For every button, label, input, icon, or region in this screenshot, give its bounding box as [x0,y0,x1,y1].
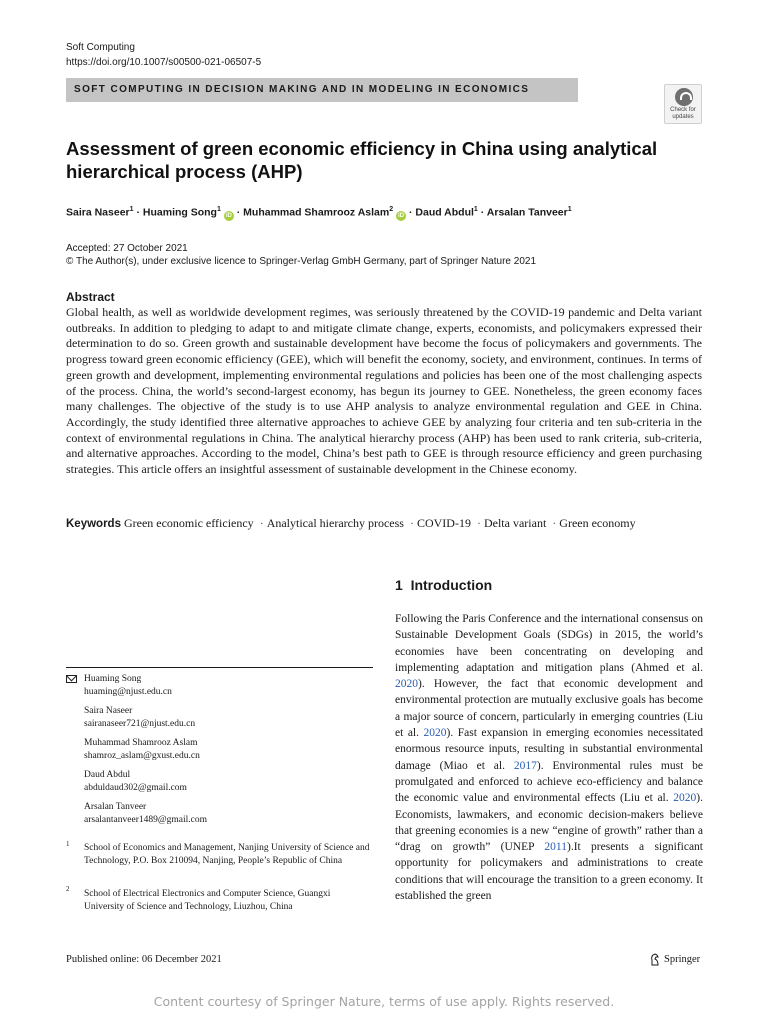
author-affiliation: 1 [567,206,572,213]
doi-link[interactable]: https://doi.org/10.1007/s00500-021-06507-5 [66,57,262,68]
contact-entry [84,673,374,698]
keyword: Analytical hierarchy process [266,516,404,530]
keyword: COVID-19 [416,516,471,530]
affiliation-number: 1 [66,840,70,848]
intro-text: Following the Paris Conference and the international consensus on Sustainable Development Goals (SDGs) in 2015, the world’s economies have been concentrating on developing and implementing adaptation and mitigation plans (Ahmed et al. [395,613,703,674]
contact-name: Muhammad Shamrooz Aslam [84,738,198,748]
springer-horse-icon [649,953,661,966]
author-separator: · [480,206,485,219]
author-name[interactable]: Daud Abdul [415,206,474,219]
author-affiliation: 1 [216,206,221,213]
author-separator: · [136,206,140,219]
citation-link[interactable]: 2020 [673,792,697,805]
orcid-icon[interactable]: iD [398,212,405,219]
article-title: Assessment of green economic efficiency in China using analytical hierarchical process (AHP) [66,138,658,182]
author-affiliation: 2 [389,206,394,213]
contact-name: Saira Naseer [84,706,133,716]
author-separator: · [408,206,413,219]
keyword-separator: · [476,516,481,530]
author-name[interactable]: Huaming Song [142,206,217,219]
affiliation-text: School of Economics and Management, Nanjing University of Science and Technology, P.O. Box 210094, Nanjing, People’s Republic of China [84,843,370,866]
section-title: Introduction [410,577,493,593]
abstract-text: Global health, as well as worldwide development regimes, was seriously threatened by the COVID-19 pandemic and Delta variant outbreaks. In addition to pledging to adapt to and mitigate climate change, experts, economists, and policymakers expressed their determination to do so. Green growth and sustainable development have become the focus of policymakers and governments. The progress toward green economic efficiency (GEE), which will benefit the economy, society, and environment, continues. In terms of green growth and development, implementing environmental regulations and policies has been one of the most challenging aspects of the process. China, the world’s second-largest economy, has begun its journey to GEE. Nonetheless, the green economy faces many challenges. The objective of the study is to use AHP analysis to analyze environmental regulation and GEE in China. Accordingly, the study identified three alternative approaches to achieve GEE by analyzing four criteria and ten sub-criteria in the context of environmental regulations in China. The analytical hierarchy process (AHP) has been used to rank criteria, sub-criteria, and alternative approaches. According to the model, China’s best path to GEE is through resource efficiency and green purchasing strategies. This article offers an insightful assessment of sustainable development in the Chinese economy. [66,305,702,477]
contact-email[interactable]: arsalantanveer1489@gmail.com [84,814,207,825]
citation-link[interactable]: 2017 [513,759,537,772]
contact-email[interactable]: abduldaud302@gmail.com [84,782,187,793]
citation-link[interactable]: 2020 [395,678,418,691]
contact-entry [84,769,374,794]
section-number: 1 [395,577,403,593]
author-affiliation: 1 [473,206,478,213]
contact-entry [84,737,374,762]
affiliation-number: 2 [66,885,70,893]
section-heading-introduction [395,577,492,593]
contact-email[interactable]: shamroz_aslam@gxust.edu.cn [84,750,200,761]
keyword-separator: · [409,516,414,530]
springer-label: Springer [664,954,701,965]
check-updates-line1: Check for [670,107,696,113]
orcid-icon[interactable]: iD [225,212,232,219]
published-date: Published online: 06 December 2021 [66,954,222,965]
crossmark-icon [675,88,693,106]
keyword-separator: · [259,516,264,530]
keyword: Green economy [559,516,636,530]
affiliation-text: School of Electrical Electronics and Computer Science, Guangxi University of Science and Technology, Liuzhou, China [84,889,331,912]
intro-text: ). Fast expansion in emerging economies necessitated enormous resource inputs, resulting in substantial environmental damage (Miao et al. [395,727,704,772]
footnote-divider [66,667,373,668]
intro-text: ). However, the fact that economic development and environmental protection are mutually exclusive goals has become a major source of concern, particularly in emerging countries (Liu et al. [395,678,703,740]
introduction-paragraph [395,611,703,904]
contact-entry [84,705,374,730]
check-updates-line2: updates [672,114,694,120]
check-for-updates-badge[interactable] [664,84,702,124]
topical-collection-banner [66,78,578,102]
author-list [66,203,716,221]
banner-text: SOFT COMPUTING IN DECISION MAKING AND IN MODELING IN ECONOMICS [74,84,530,95]
contact-email[interactable]: sairanaseer721@njust.edu.cn [84,718,196,729]
abstract-heading: Abstract [66,290,115,304]
intro-text: ). Environmental rules must be promulgated and enforced to achieve eco-efficiency and balance the economic value and environmental effects (Liu et al. [395,759,703,805]
keywords-label: Keywords [66,518,121,530]
contact-email[interactable]: huaming@njust.edu.cn [84,686,172,697]
author-name[interactable]: Muhammad Shamrooz Aslam [243,206,390,219]
keyword: Green economic efficiency [123,516,254,530]
journal-name: Soft Computing [66,42,135,53]
courtesy-notice: Content courtesy of Springer Nature, terms of use apply. Rights reserved. [153,994,615,1009]
accepted-date: Accepted: 27 October 2021 [66,243,188,254]
citation-link[interactable]: 2020 [423,727,447,740]
author-name[interactable]: Saira Naseer [66,206,130,219]
citation-link[interactable]: 2011 [544,841,567,854]
author-affiliation: 1 [129,206,134,213]
author-name[interactable]: Arsalan Tanveer [486,206,568,219]
intro-text: ).It presents a significant opportunity for policymakers and administrations to create conditions that will encourage the transition to a green economy. It established the green [395,841,704,903]
envelope-icon [66,675,77,683]
springer-logo[interactable] [649,953,700,966]
copyright-notice: © The Author(s), under exclusive licence to Springer-Verlag GmbH Germany, part of Springer Nature 2021 [66,256,536,267]
keywords-line [66,516,706,532]
contact-entry [84,801,374,826]
contact-name: Huaming Song [84,674,142,684]
author-contacts [84,673,374,833]
intro-text: ). Economists, lawmakers, and economic decision-makers believe that greening economies is a new “engine of growth” rather than a “drag on growth” (UNEP [395,792,703,854]
keyword: Delta variant [483,516,547,530]
contact-name: Daud Abdul [84,770,131,780]
contact-name: Arsalan Tanveer [84,802,147,812]
keyword-separator: · [552,516,557,530]
author-separator: · [236,206,241,219]
